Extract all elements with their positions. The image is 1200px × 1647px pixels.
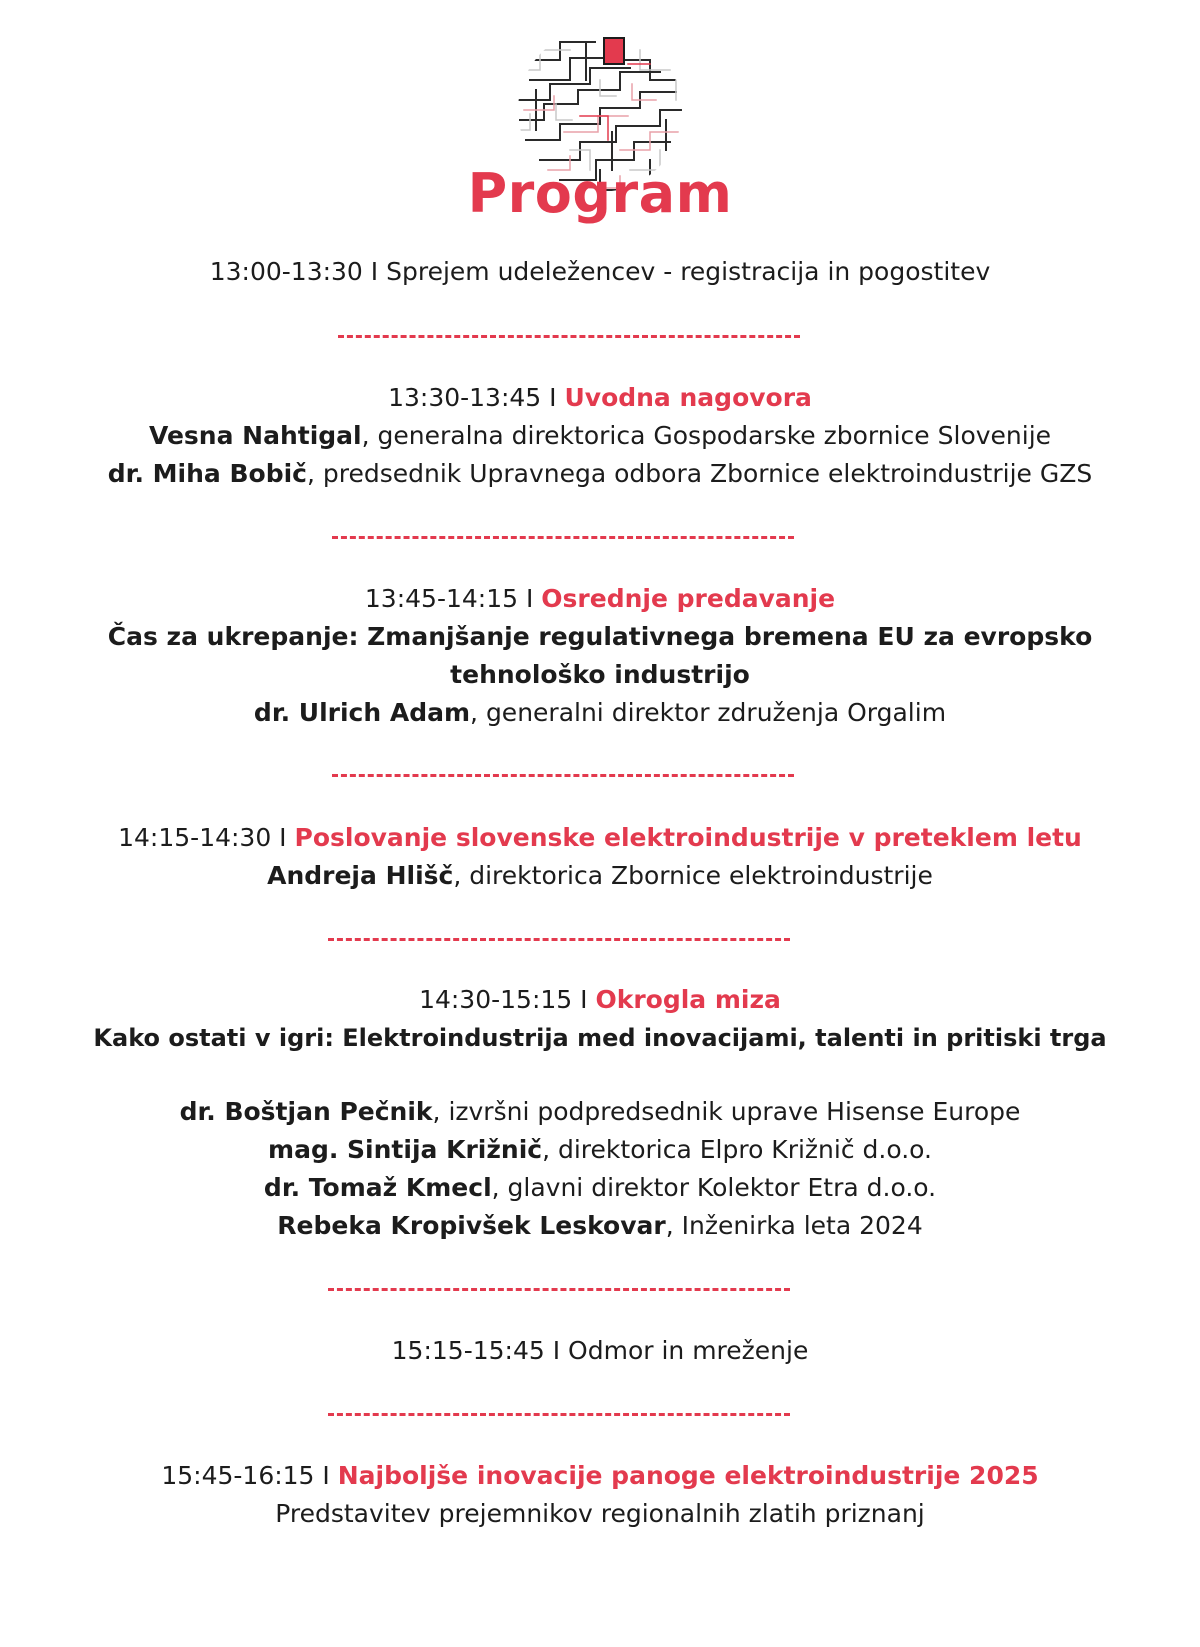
- program-item-industry-review: [0, 822, 1200, 854]
- speaker-line: [0, 1172, 1200, 1204]
- speaker-role: , predsednik Upravnega odbora Zbornice elektroindustrije GZS: [306, 459, 1093, 488]
- speaker-name: dr. Tomaž Kmecl: [263, 1173, 492, 1202]
- dashed-divider: [328, 938, 790, 941]
- speaker-name: mag. Sintija Križnič: [268, 1135, 543, 1164]
- speaker-name: dr. Boštjan Pečnik: [179, 1097, 433, 1126]
- program-item-registration: [0, 256, 1200, 288]
- item-text: Odmor in mreženje: [568, 1336, 809, 1365]
- speaker-role: , Inženirka leta 2024: [665, 1211, 923, 1240]
- dashed-divider: [328, 1413, 790, 1416]
- speaker-line: [0, 1210, 1200, 1242]
- speaker-name: dr. Miha Bobič: [107, 459, 307, 488]
- time-slot: 13:30-13:45 I: [388, 383, 565, 412]
- item-text: Sprejem udeležencev - registracija in pogostitev: [386, 257, 991, 286]
- item-heading: Osrednje predavanje: [541, 584, 836, 613]
- speaker-line: [0, 1134, 1200, 1166]
- speaker-line: [0, 1096, 1200, 1128]
- keynote-topic: tehnološko industrijo: [450, 660, 750, 689]
- time-slot: 14:30-15:15 I: [419, 985, 596, 1014]
- speaker-role: , izvršni podpredsednik uprave Hisense Europe: [432, 1097, 1021, 1126]
- speaker-role: , direktorica Zbornice elektroindustrije: [453, 861, 933, 890]
- keynote-topic: Čas za ukrepanje: Zmanjšanje regulativnega bremena EU za evropsko: [107, 622, 1093, 651]
- speaker-line: [0, 860, 1200, 892]
- time-slot: 15:45-16:15 I: [161, 1461, 338, 1490]
- dashed-divider: [332, 774, 794, 777]
- speaker-role: , generalni direktor združenja Orgalim: [470, 698, 947, 727]
- dashed-divider: [338, 335, 800, 338]
- speaker-role: , glavni direktor Kolektor Etra d.o.o.: [491, 1173, 937, 1202]
- program-item-innovations: [0, 1460, 1200, 1492]
- item-heading: Najboljše inovacije panoge elektroindustrije 2025: [337, 1461, 1039, 1490]
- speaker-name: Vesna Nahtigal: [148, 421, 362, 450]
- dashed-divider: [328, 1288, 790, 1291]
- program-item-opening: [0, 382, 1200, 414]
- speaker-name: Andreja Hlišč: [267, 861, 454, 890]
- item-subtext: Predstavitev prejemnikov regionalnih zlatih priznanj: [275, 1499, 925, 1528]
- dashed-divider: [332, 536, 794, 539]
- time-slot: 15:15-15:45 I: [391, 1336, 569, 1365]
- program-item-round-table: [0, 984, 1200, 1016]
- speaker-line: [0, 458, 1200, 490]
- speaker-line: [0, 697, 1200, 729]
- program-item-break: [0, 1335, 1200, 1367]
- speaker-name: dr. Ulrich Adam: [253, 698, 471, 727]
- round-table-topic: Kako ostati v igri: Elektroindustrija med inovacijami, talenti in pritiski trga: [93, 1024, 1107, 1052]
- speaker-name: Rebeka Kropivšek Leskovar: [277, 1211, 666, 1240]
- speaker-role: , generalna direktorica Gospodarske zbornice Slovenije: [361, 421, 1052, 450]
- program-item-keynote: [0, 583, 1200, 615]
- speaker-line: [0, 420, 1200, 452]
- speaker-role: , direktorica Elpro Križnič d.o.o.: [542, 1135, 932, 1164]
- time-slot: 13:00-13:30 I: [209, 257, 387, 286]
- item-heading: Poslovanje slovenske elektroindustrije v preteklem letu: [294, 823, 1082, 852]
- item-heading: Uvodna nagovora: [564, 383, 812, 412]
- item-heading: Okrogla miza: [595, 985, 781, 1014]
- time-slot: 14:15-14:30 I: [118, 823, 295, 852]
- page-title: Program: [467, 162, 733, 225]
- time-slot: 13:45-14:15 I: [364, 584, 542, 613]
